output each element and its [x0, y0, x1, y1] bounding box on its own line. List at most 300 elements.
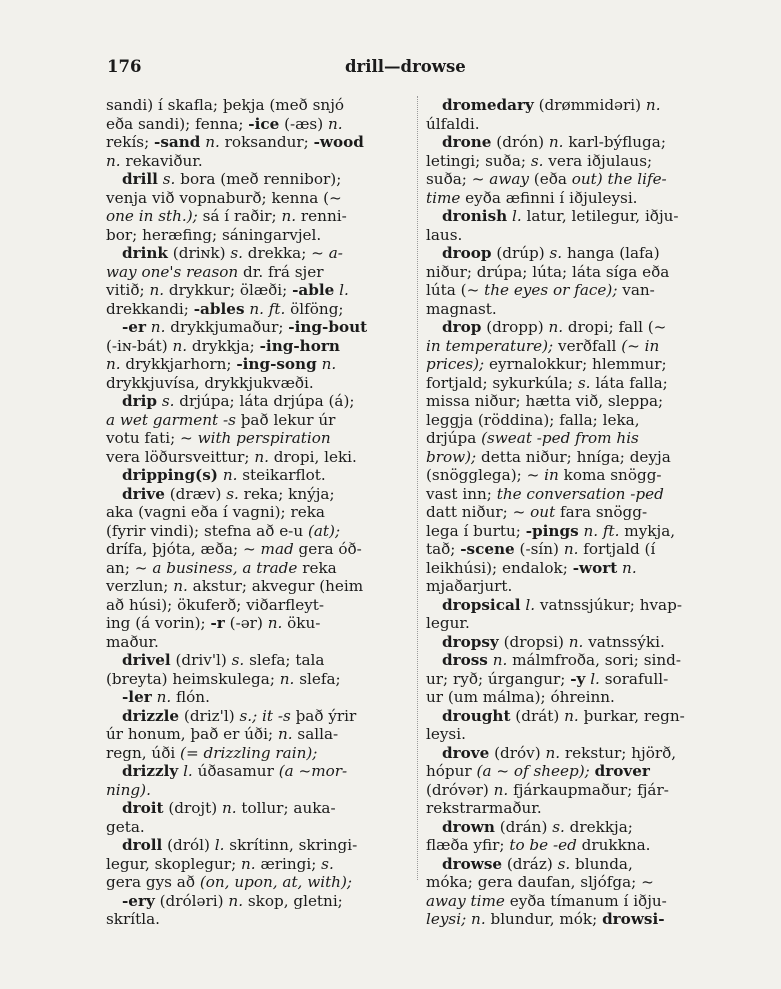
italic-text: l.	[339, 281, 349, 299]
definition-text: rekstrarmaður.	[426, 799, 542, 817]
definition-text: drekkja;	[564, 817, 633, 836]
column-divider	[417, 96, 418, 880]
italic-text: n.	[254, 447, 269, 466]
dictionary-line	[106, 910, 412, 929]
dictionary-line	[106, 374, 412, 393]
headword: dromedary	[442, 96, 534, 114]
definition-text: hópur	[426, 762, 477, 780]
dictionary-line	[426, 522, 716, 541]
right-column	[426, 96, 716, 929]
italic-text: (on, upon, at, with);	[199, 873, 352, 891]
definition-text: detta niður; hníga; deyja	[476, 447, 671, 466]
italic-text: one in sth.);	[106, 207, 198, 225]
dictionary-line	[426, 633, 716, 652]
dictionary-line	[106, 429, 412, 448]
italic-text: s.	[549, 244, 563, 262]
definition-text: drekka;	[242, 244, 312, 262]
headword: -able	[292, 281, 335, 299]
italic-text: ~ a business, a trade	[134, 558, 298, 577]
dictionary-line	[426, 873, 716, 892]
headword: -wood	[313, 133, 364, 151]
definition-text: leggja (röddina); falla; leka,	[426, 410, 640, 429]
dictionary-line	[106, 892, 412, 911]
definition-text: rekstur; hjörð,	[560, 743, 677, 762]
definition-text: latur, letilegur, iðju-	[521, 207, 679, 225]
dictionary-line	[106, 614, 412, 633]
definition-text: ur (um málma); óhreinn.	[426, 688, 615, 706]
definition-text: salla-	[292, 725, 339, 743]
definition-text: hanga (lafa)	[562, 244, 660, 262]
italic-text: s.	[557, 854, 571, 873]
headword: drive	[122, 484, 165, 503]
dictionary-line	[426, 115, 716, 134]
definition-text: drjúpa	[426, 429, 482, 447]
definition-text: lúta (	[426, 281, 467, 299]
italic-text: n.	[222, 799, 237, 817]
headword: dronish	[442, 207, 508, 225]
italic-text: ~ away	[471, 170, 529, 188]
italic-text: to be -ed	[509, 836, 577, 854]
definition-text: niður; drúpa; lúta; láta síga eða	[426, 262, 670, 281]
italic-text: n.	[173, 577, 188, 595]
definition-text: sá í raðir;	[197, 207, 282, 225]
dictionary-line	[426, 207, 716, 226]
definition-text: verzlun;	[106, 577, 174, 595]
definition-text: (dræv)	[164, 484, 227, 503]
headword: droop	[442, 244, 492, 262]
italic-text: s.	[231, 651, 245, 669]
definition-text: (dróvər)	[426, 780, 494, 799]
dictionary-line	[426, 448, 716, 467]
definition-text: (dropsi)	[498, 632, 569, 651]
definition-text: öku-	[282, 614, 321, 632]
dictionary-line	[106, 633, 412, 652]
dictionary-line	[106, 725, 412, 744]
headword: -ables	[193, 299, 245, 318]
italic-text: n.	[281, 207, 297, 225]
dictionary-line	[106, 263, 412, 282]
italic-text: n.	[493, 780, 509, 799]
italic-text: in temperature);	[426, 336, 554, 355]
definition-text: mykja,	[619, 521, 676, 540]
dictionary-line	[426, 170, 716, 189]
definition-text: magnast.	[426, 299, 497, 318]
definition-text: tað;	[426, 540, 461, 558]
italic-text: n.	[222, 466, 238, 484]
definition-text: vera iðjulaus;	[543, 151, 653, 170]
definition-text: (driv'l)	[170, 651, 232, 669]
italic-text: s.	[162, 170, 176, 188]
definition-text: (driz'l)	[179, 706, 240, 725]
definition-text: renni-	[296, 207, 347, 225]
italic-text: (a ~ of sheep);	[476, 762, 590, 780]
italic-text: n.	[106, 355, 121, 373]
dictionary-line	[426, 799, 716, 818]
page-header	[107, 57, 710, 79]
definition-text: (drojt)	[163, 799, 222, 817]
italic-text: l.	[214, 836, 225, 854]
headword: dross	[442, 651, 488, 669]
definition-text: missa niður; hætta við, sleppa;	[426, 392, 664, 410]
definition-text: eyrnalokkur; hlemmur;	[484, 355, 667, 373]
dictionary-line	[426, 651, 716, 670]
dictionary-line	[426, 96, 716, 115]
dictionary-line	[426, 781, 716, 800]
headword: dropsy	[442, 632, 499, 651]
dictionary-line	[426, 836, 716, 855]
definition-text: drjúpa; láta drjúpa (á);	[174, 392, 355, 410]
italic-text: n.	[149, 281, 165, 299]
headword: -ice	[248, 114, 280, 133]
definition-text: ölföng;	[285, 299, 344, 318]
dictionary-line	[106, 226, 412, 245]
definition-text: (drømmidəri)	[533, 96, 646, 114]
dictionary-line	[106, 799, 412, 818]
dictionary-line	[106, 448, 412, 467]
dictionary-line	[106, 688, 412, 707]
headword: -scene	[460, 540, 515, 558]
italic-text: s.	[161, 392, 175, 410]
italic-text: away time	[426, 891, 505, 910]
italic-text: l.	[590, 669, 600, 688]
definition-text: skop, gletni;	[243, 891, 343, 910]
definition-text: (dropp)	[481, 318, 549, 336]
headword: drivel	[122, 651, 171, 669]
definition-text: laus.	[426, 225, 463, 244]
definition-text: aka (vagni eða í vagni); reka	[106, 503, 325, 521]
definition-text: flón.	[171, 688, 210, 706]
italic-text: s.	[321, 854, 334, 873]
dictionary-line	[106, 466, 412, 485]
definition-text: (-iɴ-bát)	[106, 336, 173, 355]
dictionary-line	[106, 836, 412, 855]
italic-text: ~ a-	[311, 244, 343, 262]
dictionary-line	[106, 355, 412, 374]
dictionary-line	[426, 670, 716, 689]
italic-text: way one's reason	[106, 262, 239, 281]
italic-text: n.	[277, 725, 293, 743]
definition-text: vast inn;	[426, 484, 497, 503]
italic-text: prices);	[426, 355, 485, 373]
definition-text: vatnssýki.	[583, 632, 665, 651]
definition-text: dropi, leki.	[268, 447, 357, 466]
headword: drought	[442, 706, 511, 725]
page-number: 176	[107, 57, 142, 76]
italic-text: l.	[183, 762, 193, 780]
definition-text: fara snögg-	[555, 503, 648, 521]
dictionary-line	[426, 263, 716, 282]
italic-text: ~ the eyes or face);	[466, 281, 618, 299]
dictionary-line	[426, 466, 716, 485]
headword: -r	[210, 614, 225, 632]
definition-text: (-ər)	[224, 614, 268, 632]
definition-text: vatnssjúkur; hvap-	[535, 595, 682, 614]
italic-text: the conversation -ped	[496, 484, 664, 503]
dictionary-line	[106, 189, 412, 208]
definition-text: dr. frá sjer	[238, 262, 324, 281]
definition-text: rekís;	[106, 133, 155, 151]
italic-text: out) the life-	[571, 170, 667, 188]
headword: drip	[122, 392, 158, 410]
definition-text: úlfaldi.	[426, 114, 480, 133]
dictionary-line	[106, 170, 412, 189]
italic-text: (= drizzling rain);	[180, 743, 318, 762]
dictionary-line	[426, 577, 716, 596]
definition-text: letingi; suða;	[426, 151, 531, 170]
dictionary-line	[426, 725, 716, 744]
dictionary-line	[426, 744, 716, 763]
dictionary-line	[426, 392, 716, 411]
definition-text: van-	[617, 281, 655, 299]
dictionary-line	[106, 392, 412, 411]
dictionary-line	[106, 707, 412, 726]
definition-text: (drát)	[510, 706, 565, 725]
italic-text: n.	[205, 133, 220, 151]
definition-text: dropi; fall (~	[563, 318, 667, 336]
definition-text: karl-býfluga;	[563, 133, 666, 151]
headword: drove	[442, 743, 490, 762]
dictionary-line	[426, 910, 716, 929]
dictionary-line	[426, 244, 716, 263]
dictionary-line	[426, 429, 716, 448]
dictionary-line	[426, 300, 716, 319]
dictionary-line	[426, 855, 716, 874]
headword: -ing-bout	[288, 318, 368, 336]
dictionary-line	[426, 374, 716, 393]
dictionary-line	[106, 855, 412, 874]
italic-text: ~ mad	[242, 540, 294, 558]
italic-text: n.	[150, 318, 166, 336]
running-head: drill—drowse	[345, 57, 466, 76]
italic-text: n. ft.	[583, 521, 620, 540]
definition-text: datt niður;	[426, 503, 513, 521]
dictionary-line	[426, 707, 716, 726]
headword: drover	[594, 762, 650, 780]
definition-text: bor; heræfing; sáningarvjel.	[106, 225, 322, 244]
dictionary-line	[106, 337, 412, 356]
dictionary-line	[106, 281, 412, 300]
headword: drowse	[442, 854, 503, 873]
dictionary-line	[426, 892, 716, 911]
definition-text: málmfroða, sori; sind-	[507, 651, 682, 669]
dictionary-line	[426, 355, 716, 374]
definition-text: slefa;	[294, 669, 341, 688]
definition-text: úr honum, það er úði;	[106, 725, 278, 743]
italic-text: s.	[226, 484, 239, 503]
dictionary-line	[426, 133, 716, 152]
headword: drizzly	[122, 762, 179, 780]
dictionary-line	[106, 207, 412, 226]
italic-text: n.	[228, 891, 244, 910]
headword: -er	[122, 318, 146, 336]
dictionary-line	[106, 485, 412, 504]
definition-text: akstur; akvegur (heim	[187, 577, 364, 595]
dictionary-line	[426, 762, 716, 781]
definition-text: (drán)	[494, 817, 553, 836]
definition-text: fjárkaupmaður; fjár-	[508, 780, 669, 799]
definition-text: legur.	[426, 614, 470, 632]
definition-text: fortjald (í	[578, 540, 656, 558]
definition-text: það ýrir	[290, 706, 357, 725]
definition-text: móka; gera daufan, sljófga;	[426, 873, 642, 891]
definition-text: úðasamur	[192, 762, 279, 780]
italic-text: n.	[279, 669, 295, 688]
definition-text: drykkjarhorn;	[120, 355, 237, 373]
definition-text: þurkar, regn-	[578, 706, 685, 725]
italic-text: (sweat -ped from his	[481, 429, 639, 447]
headword: -ing-horn	[259, 336, 340, 355]
definition-text: (dróv)	[489, 743, 546, 762]
italic-text: n.	[267, 614, 283, 632]
italic-text: (a ~mor-	[278, 762, 348, 780]
dictionary-line	[106, 651, 412, 670]
italic-text: time	[426, 188, 461, 207]
definition-text: (dráz)	[502, 854, 558, 873]
italic-text: n.	[471, 910, 486, 928]
dictionary-line	[106, 762, 412, 781]
definition-text: leikhúsi); endalok;	[426, 558, 573, 577]
definition-text: venja við vopnaburð; kenna (~	[106, 188, 342, 207]
definition-text: (snögglega);	[426, 466, 527, 484]
dictionary-line	[106, 873, 412, 892]
italic-text: s.; it -s	[239, 706, 291, 725]
dictionary-line	[426, 318, 716, 337]
dictionary-line	[426, 614, 716, 633]
left-column	[106, 96, 412, 929]
definition-text: blundur, mók;	[485, 910, 603, 928]
headword: drop	[442, 318, 482, 336]
italic-text: ~ out	[512, 503, 556, 521]
definition-text: það lekur úr	[235, 410, 336, 429]
italic-text: s.	[577, 373, 591, 392]
definition-text: lega í burtu;	[426, 521, 526, 540]
headword: -y	[570, 669, 586, 688]
definition-text: ing (á vorin);	[106, 614, 211, 632]
definition-text: drífa, þjóta, æða;	[106, 540, 243, 558]
italic-text: s.	[530, 151, 544, 170]
definition-text: votu fati;	[106, 429, 181, 447]
italic-text: leysi;	[426, 910, 467, 928]
italic-text: (at);	[307, 521, 341, 540]
dictionary-line	[106, 115, 412, 134]
dictionary-line	[106, 300, 412, 319]
dictionary-line	[426, 337, 716, 356]
headword: drone	[442, 133, 492, 151]
definition-text: an;	[106, 558, 135, 577]
definition-text: flæða yfir;	[426, 836, 510, 854]
definition-text: (breyta) heimskulega;	[106, 669, 280, 688]
definition-text: láta falla;	[590, 373, 668, 392]
italic-text: ~	[641, 873, 654, 891]
definition-text: mjaðarjurt.	[426, 577, 513, 595]
definition-text: (driɴk)	[167, 244, 231, 262]
dictionary-line	[106, 411, 412, 430]
definition-text: reka; knýja;	[238, 484, 335, 503]
definition-text: geta.	[106, 817, 145, 836]
definition-text: (dról)	[162, 836, 215, 854]
italic-text: n.	[156, 688, 172, 706]
italic-text: n.	[563, 540, 579, 558]
dictionary-line	[426, 596, 716, 615]
definition-text: verðfall	[553, 336, 622, 355]
definition-text: (-æs)	[279, 114, 328, 133]
italic-text: s.	[552, 817, 565, 836]
headword: droll	[122, 836, 163, 854]
headword: dropsical	[442, 595, 521, 614]
dictionary-line	[426, 411, 716, 430]
italic-text: n.	[548, 318, 564, 336]
dictionary-line	[106, 244, 412, 263]
dictionary-line	[426, 503, 716, 522]
italic-text: n.	[327, 114, 343, 133]
dictionary-line	[106, 577, 412, 596]
dictionary-line	[106, 96, 412, 115]
definition-text: reka	[297, 558, 337, 577]
definition-text: fortjald; sykurkúla;	[426, 373, 578, 392]
italic-text: l.	[525, 595, 536, 614]
definition-text: drykkjumaður;	[165, 318, 289, 336]
italic-text: n.	[645, 96, 661, 114]
dictionary-line	[426, 152, 716, 171]
dictionary-line	[426, 485, 716, 504]
definition-text: suða;	[426, 170, 472, 188]
italic-text: ~ in	[526, 466, 559, 484]
italic-text: ning).	[106, 780, 151, 799]
headword: drill	[122, 170, 158, 188]
headword: drizzle	[122, 706, 180, 725]
headword: -ing-song	[236, 355, 317, 373]
definition-text: rekaviður.	[120, 151, 203, 170]
italic-text: n. ft.	[249, 299, 286, 318]
definition-text: koma snögg-	[558, 466, 662, 484]
headword: drink	[122, 244, 168, 262]
dictionary-line	[426, 818, 716, 837]
definition-text: eyða æfinni í iðjuleysi.	[460, 188, 638, 207]
definition-text: legur, skoplegur;	[106, 854, 242, 873]
definition-text: drykkur; ölæði;	[164, 281, 293, 299]
definition-text: vera löðursveittur;	[106, 447, 255, 466]
definition-text: roksandur;	[219, 133, 314, 151]
definition-text: skrítla.	[106, 910, 160, 928]
definition-text: regn, úði	[106, 743, 181, 762]
dictionary-line	[106, 503, 412, 522]
definition-text: vitið;	[106, 281, 150, 299]
dictionary-line	[106, 781, 412, 800]
italic-text: l.	[511, 207, 522, 225]
italic-text: n.	[564, 706, 579, 725]
definition-text: sandi) í skafla; þekja (með snjó	[106, 96, 345, 114]
headword: -ery	[122, 891, 155, 910]
definition-text: ur; ryð; úrgangur;	[426, 669, 571, 688]
headword: drowsi-	[602, 910, 665, 928]
definition-text: eyða tímanum í iðju-	[504, 891, 667, 910]
italic-text: n.	[545, 743, 561, 762]
italic-text: n.	[241, 854, 256, 873]
dictionary-line	[426, 540, 716, 559]
definition-text: drukkna.	[576, 836, 651, 854]
definition-text: gera óð-	[293, 540, 362, 558]
definition-text: (fyrir vindi); stefna að e-u	[106, 521, 308, 540]
definition-text: drykkja;	[187, 336, 260, 355]
definition-text: drykkjuvísa, drykkjukvæði.	[106, 373, 314, 392]
dictionary-line	[106, 596, 412, 615]
definition-text: bora (með rennibor);	[175, 170, 342, 188]
dictionary-line	[106, 559, 412, 578]
headword: -sand	[154, 133, 201, 151]
dictionary-line	[426, 559, 716, 578]
dictionary-line	[426, 226, 716, 245]
headword: droit	[122, 799, 164, 817]
